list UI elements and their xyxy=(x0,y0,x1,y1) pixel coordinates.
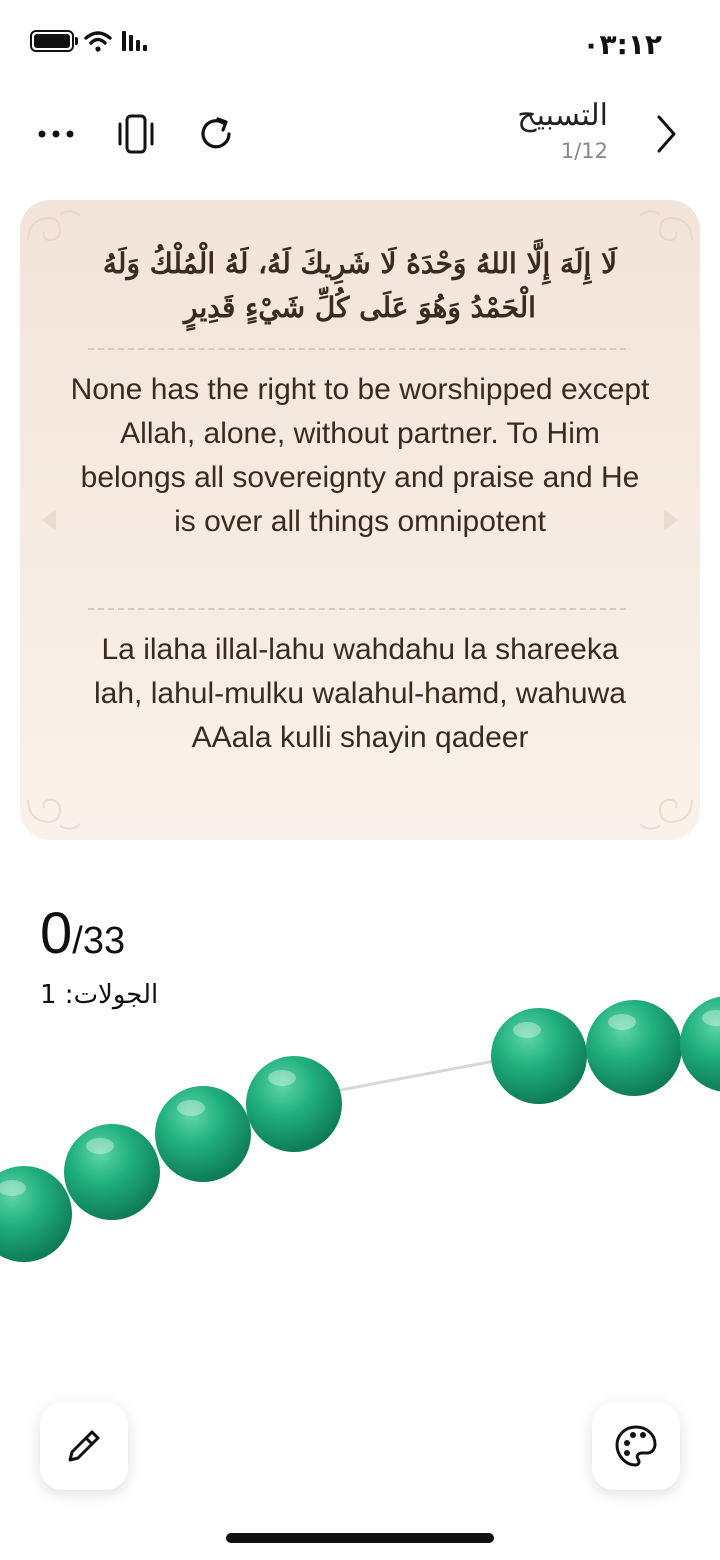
dhikr-transliteration: La ilaha illal-lahu wahdahu la shareeka lah, lahul-mulku walahul-hamd, wahuwa AAala kulli shayin qadeer xyxy=(94,633,626,754)
bead-string xyxy=(330,1060,500,1092)
header xyxy=(0,90,720,180)
home-indicator[interactable] xyxy=(226,1533,494,1543)
bead[interactable] xyxy=(680,996,720,1092)
battery-icon xyxy=(30,30,74,52)
divider xyxy=(88,348,626,350)
bead[interactable] xyxy=(586,1000,682,1096)
chevron-right-icon xyxy=(654,114,678,154)
ornament-top-left-icon xyxy=(20,200,90,260)
status-time: ٠٣:١٢ xyxy=(582,28,662,61)
bead[interactable] xyxy=(0,1166,72,1262)
dhikr-card[interactable] xyxy=(20,200,700,840)
wifi-icon xyxy=(84,30,112,52)
bead[interactable] xyxy=(246,1056,342,1152)
reset-icon xyxy=(196,114,236,154)
pencil-icon xyxy=(62,1424,106,1468)
rounds-label: الجولات: 1 xyxy=(40,980,159,1010)
ornament-bottom-right-icon xyxy=(630,780,700,840)
status-bar xyxy=(0,0,720,90)
previous-arrow-icon[interactable] xyxy=(36,505,60,535)
vibrate-button[interactable] xyxy=(110,108,162,160)
page-indicator: 1/12 xyxy=(560,139,608,163)
ornament-bottom-left-icon xyxy=(20,780,90,840)
theme-button[interactable] xyxy=(592,1402,680,1490)
palette-icon xyxy=(613,1423,659,1469)
dhikr-arabic: لَا إِلَهَ إِلَّا اللهُ وَحْدَهُ لَا شَرِيكَ لَهُ، لَهُ الْمُلْكُ وَلَهُ الْحَمْدُ وَهُوَ عَلَى كُلِّ شَيْءٍ قَدِيرٍ xyxy=(102,247,618,324)
counter xyxy=(40,900,125,967)
next-arrow-icon[interactable] xyxy=(660,505,684,535)
more-button[interactable] xyxy=(30,108,82,160)
next-button[interactable] xyxy=(640,108,692,160)
vibrate-icon xyxy=(114,114,158,154)
count-value: 0 xyxy=(40,901,73,966)
bead[interactable] xyxy=(64,1124,160,1220)
bead[interactable] xyxy=(491,1008,587,1104)
status-icons xyxy=(30,30,147,52)
divider xyxy=(88,608,626,610)
tasbih-beads[interactable] xyxy=(0,980,720,1280)
page-title: التسبيح xyxy=(517,98,608,133)
title-block xyxy=(517,98,608,163)
edit-button[interactable] xyxy=(40,1402,128,1490)
dhikr-translation: None has the right to be worshipped except Allah, alone, without partner. To Him belongs all sovereignty and praise and He is over all things omnipotent xyxy=(70,373,650,538)
reset-button[interactable] xyxy=(190,108,242,160)
ornament-top-right-icon xyxy=(630,200,700,260)
signal-icon xyxy=(122,31,147,51)
bead[interactable] xyxy=(155,1086,251,1182)
more-icon xyxy=(36,129,76,139)
count-total: /33 xyxy=(72,920,126,962)
